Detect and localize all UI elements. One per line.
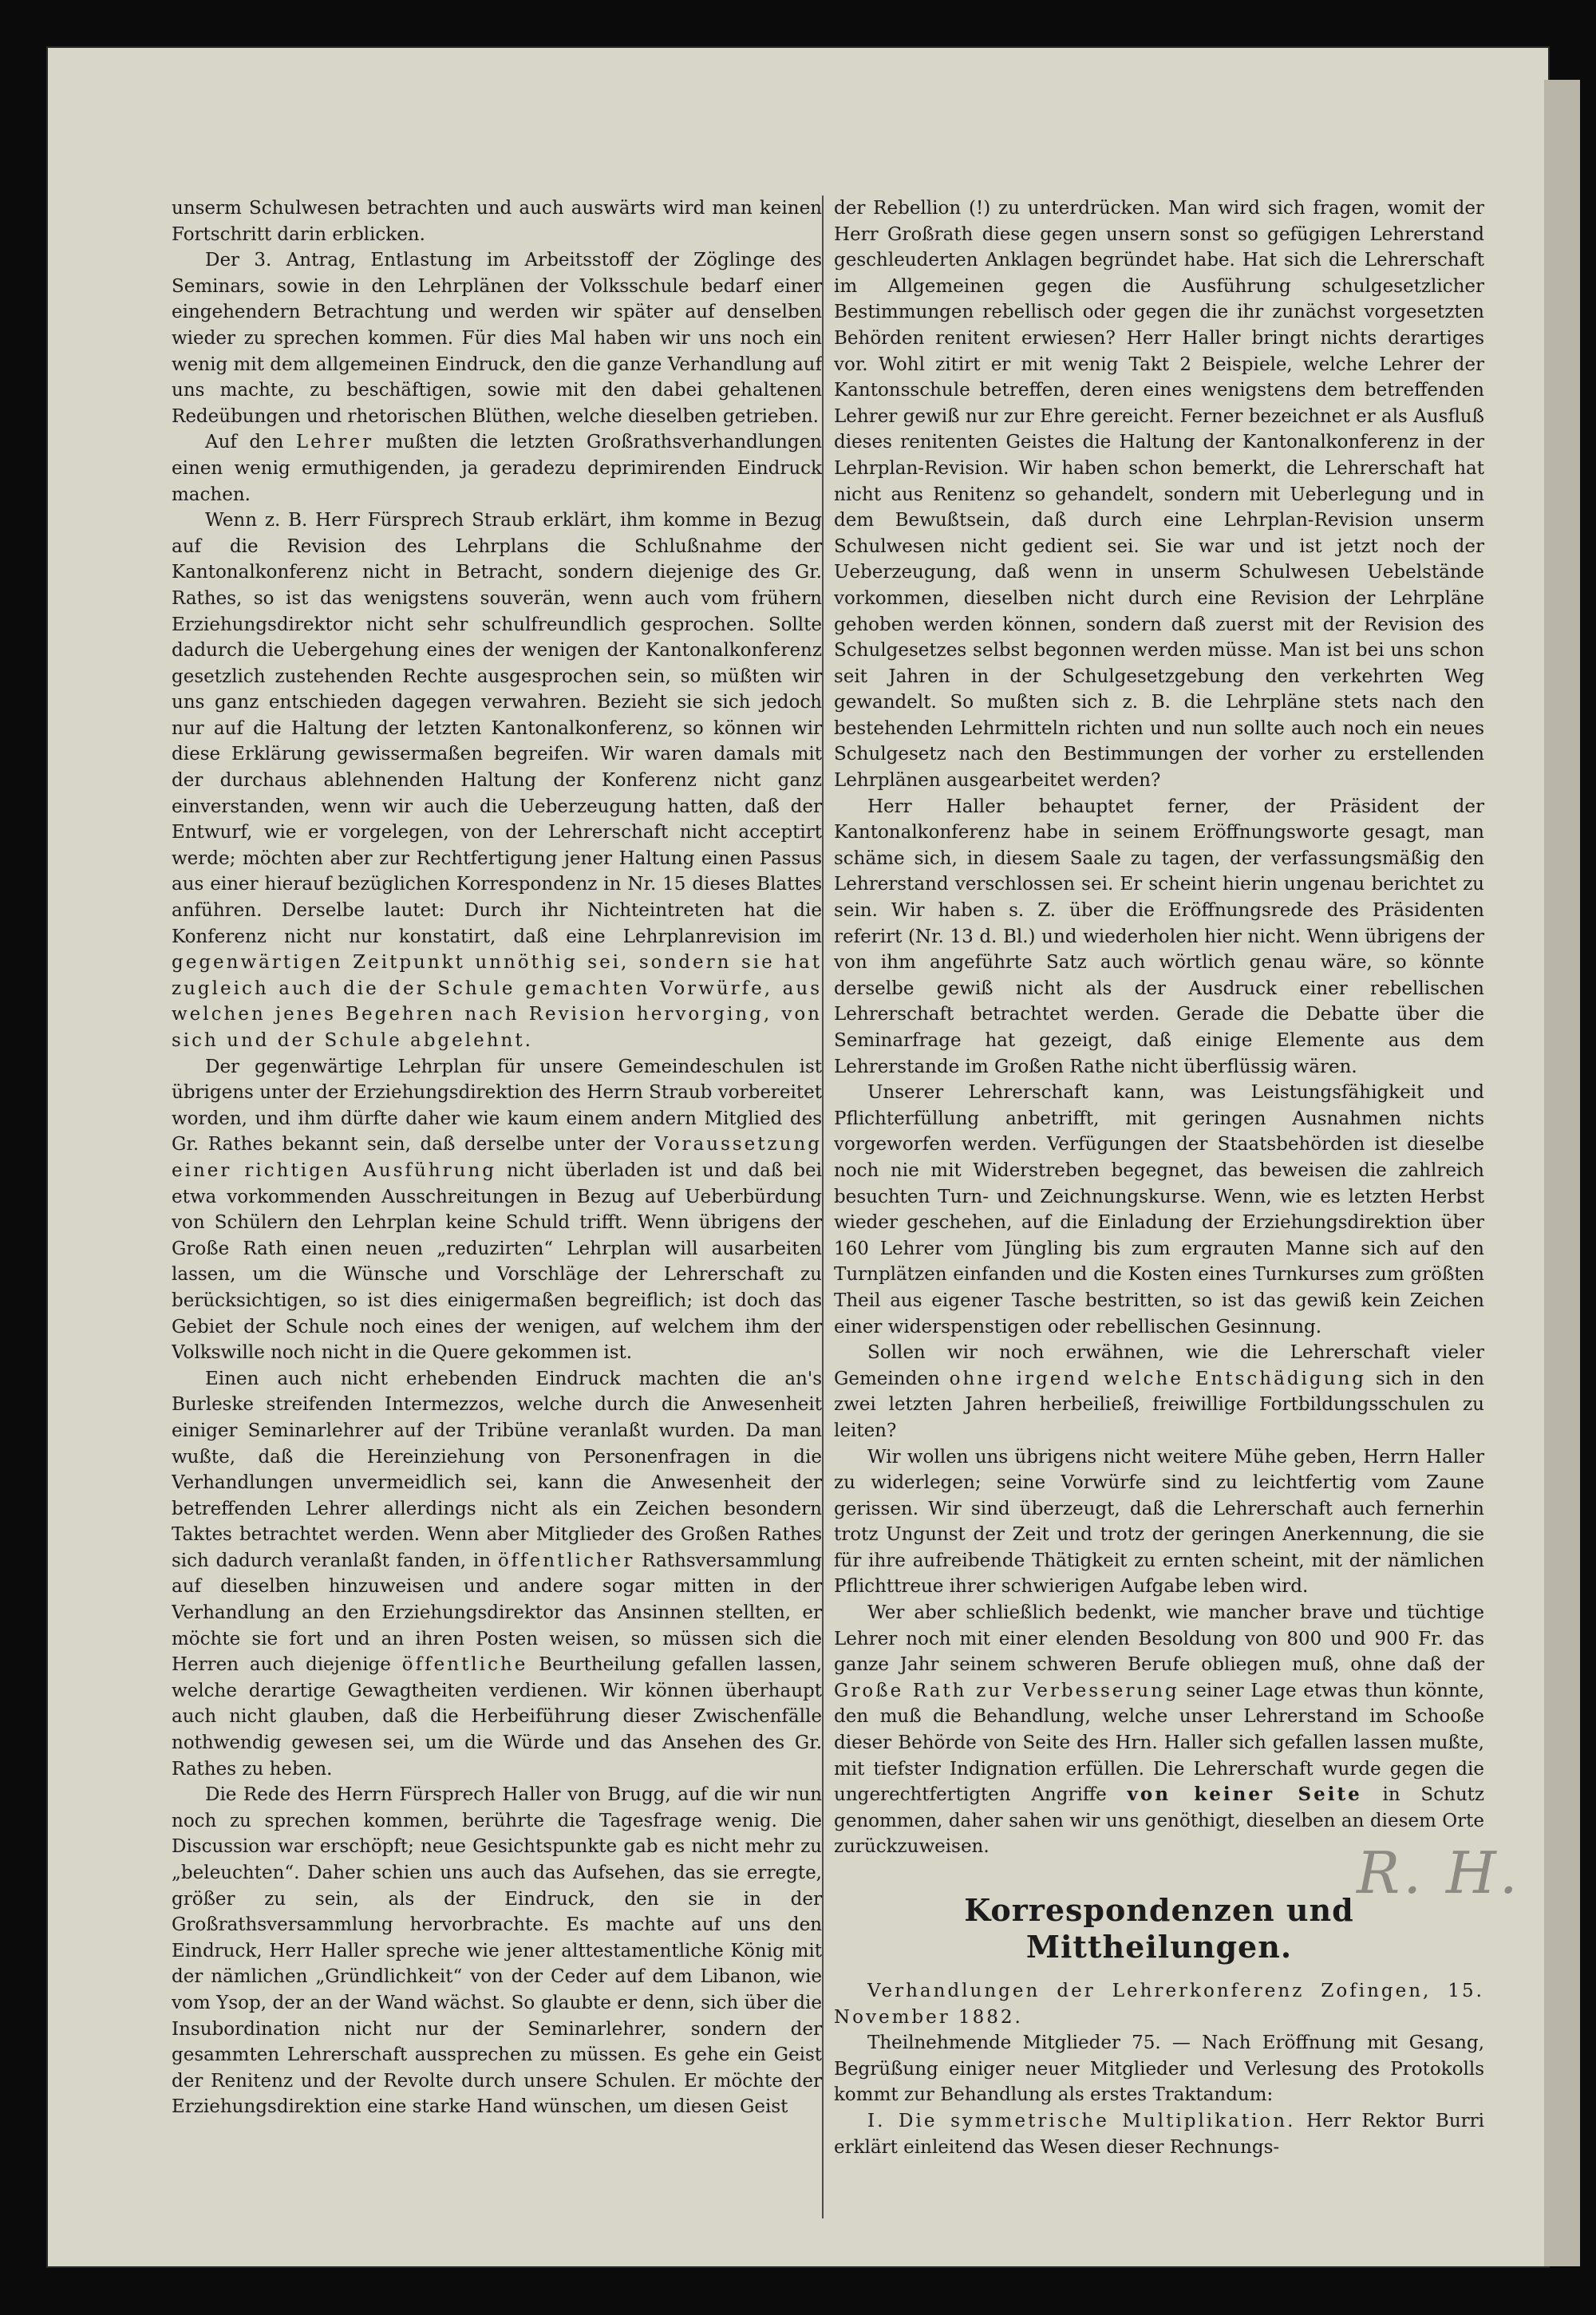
- paragraph: [172, 1054, 822, 1366]
- paragraph: [172, 429, 822, 508]
- handwritten-note: R. H.: [1357, 1839, 1521, 1906]
- text: nicht überladen ist und daß bei etwa vorkommenden Ausschreitungen in Bezug auf Ueberbürdung von Schülern den Lehrplan keine Schuld trifft. Wenn übrigens der Große Rath einen neuen „reduzirten“ Lehrplan will ausarbeiten lassen, um die Wünsche und Vorschläge der Lehrerschaft zu berücksichtigen, so ist dies einigermaßen begreiflich; ist doch das Gebiet der Schule noch eines der wenigen, auf welchem ihm der Volkswille noch nicht in die Quere gekommen ist.: [172, 1159, 822, 1364]
- section-heading: Korrespondenzen und Mittheilungen.: [964, 1892, 1354, 1965]
- text: Sollen wir noch erwähnen, wie die Lehrerschaft vieler Gemeinden: [834, 1342, 1484, 1389]
- text: Auf den: [205, 432, 296, 453]
- paragraph: Die Rede des Herrn Fürsprech Haller von Brugg, auf die wir nun noch zu sprechen kommen, berührte die Tagesfrage wenig. Die Discussion war erschöpft; neue Gesichtspunkte gab es nicht mehr zu „beleuchten“. Daher schien uns auch das Aufsehen, das sie erregte, größer zu sein, als der Eindruck, den sie in der Großrathsversammlung hervorbrachte. Es machte auf uns den Eindruck, Herr Haller spreche wie jener alttestamentliche König mit der nämlichen „Gründlichkeit“ von der Ceder auf dem Libanon, wie vom Ysop, der an der Wand wächst. So glaubte er denn, sich über die Insubordination nicht nur der Seminarlehrer, sondern der gesammten Lehrerschaft aussprechen zu müssen. Es gehe ein Geist der Renitenz und der Revolte durch unsere Schulen. Er möchte der Erziehungsdirektion eine starke Hand wünschen, um diesen Geist: [172, 1784, 822, 2118]
- page-fold: [1544, 80, 1580, 2266]
- emphasis-text: Voraussetzung einer richtigen Ausführung: [172, 1134, 822, 1181]
- right-column: [834, 196, 1484, 2222]
- paragraph: Unserer Lehrerschaft kann, was Leistungsfähigkeit und Pflichterfüllung anbetrifft, mit geringen Ausnahmen nichts vorgeworfen werden. Verfügungen der Staatsbehörden ist dieselbe noch nie mit Widerstreben begegnet, das beweisen die zahlreich besuchten Turn- und Zeichnungskurse. Wenn, wie es letzten Herbst wieder geschehen, auf die Einladung der Erziehungsdirektion über 160 Lehrer vom Jüngling bis zum ergrauten Manne sich auf den Turnplätzen einfanden und die Kosten eines Turnkurses zum größten Theil aus eigener Tasche bestritten, so ist das gewiß kein Zeichen einer widerspenstigen oder rebellischen Gesinnung.: [834, 1082, 1484, 1337]
- paragraph: [172, 508, 822, 1053]
- paragraph: Theilnehmende Mitglieder 75. — Nach Eröffnung mit Gesang, Begrüßung einiger neuer Mitglieder und Verlesung des Protokolls kommt zur Behandlung als erstes Traktandum:: [834, 2033, 1484, 2106]
- emphasis-text: gegenwärtigen Zeitpunkt unnöthig sei, sondern sie hat zugleich auch die der Schule gemachten Vorwürfe, aus welchen jenes Begehren nach Revision hervorging, von sich und der Schule abgelehnt.: [172, 952, 822, 1051]
- text: Wer aber schließlich bedenkt, wie mancher brave und tüchtige Lehrer noch mit einer elenden Besoldung von 800 und 900 Fr. das ganze Jahr seinem schweren Berufe obliegen muß, ohne daß der: [834, 1602, 1484, 1676]
- text: sich in den zwei letzten Jahren herbeiließ, freiwillige Fortbildungsschulen zu leiten?: [834, 1368, 1484, 1441]
- emphasis-text: öffentlicher: [497, 1550, 635, 1571]
- paragraph: der Rebellion (!) zu unterdrücken. Man wird sich fragen, womit der Herr Großrath diese gegen unsern sonst so gefügigen Lehrerstand geschleuderten Anklagen begründet habe. Hat sich die Lehrerschaft im Allgemeinen gegen die Ausführung schulgesetzlicher Bestimmungen rebellisch oder gegen die ihr zunächst vorgesetzten Behörden renitent erwiesen? Herr Haller bringt nichts derartiges vor. Wohl zitirt er mit wenig Takt 2 Beispiele, welche Lehrer der Kantonsschule betreffen, deren eines wenigstens dem betreffenden Lehrer gewiß nur zur Ehre gereicht. Ferner bezeichnet er als Ausfluß dieses renitenten Geistes die Haltung der Kantonalkonferenz in der Lehrplan-Revision. Wir haben schon bemerkt, die Lehrerschaft hat nicht aus Renitenz so gehandelt, sondern mit Ueberlegung und in dem Bewußtsein, daß durch eine Lehrplan-Revision unserm Schulwesen nicht gedient sei. Sie war und ist jetzt noch der Ueberzeugung, daß wenn in unserm Schulwesen Uebelstände vorkommen, dieselben nicht durch eine Revision der Lehrpläne gehoben werden können, sondern daß zuerst mit der Revision des Schulgesetzes selbst begonnen werden müsse. Man ist bei uns schon seit Jahren in der Schulgesetzgebung den verkehrten Weg gewandelt. So mußten sich z. B. die Lehrpläne stets nach den bestehenden Lehrmitteln richten und nun sollte auch noch ein neues Schulgesetz nach den Bestimmungen der vorher zu erstellenden Lehrplänen ausgearbeitet werden?: [834, 198, 1484, 792]
- text: Der gegenwärtige Lehrplan für unsere Gemeindeschulen ist übrigens unter der Erziehungsdirektion des Herrn Straub vorbereitet worden, und ihm dürfte daher wie kaum einem andern Mitglied des Gr. Rathes bekannt sein, daß derselbe unter der: [172, 1056, 822, 1156]
- emphasis-text: ohne irgend welche Entschädigung: [949, 1368, 1366, 1389]
- emphasis-text: Große Rath zur Verbesserung: [834, 1680, 1179, 1701]
- paragraph: Herr Haller behauptet ferner, der Präsident der Kantonalkonferenz habe in seinem Eröffnungsworte gesagt, man schäme sich, in diesem Saale zu tagen, der verfassungsmäßig den Lehrerstand verschlossen sei. Er scheint hierin ungenau berichtet zu sein. Wir haben s. Z. über die Eröffnungsrede des Präsidenten referirt (Nr. 13 d. Bl.) und wiederholen hier nicht. Wenn übrigens der von ihm angeführte Satz auch wörtlich genau wäre, so könnte derselbe gewiß nicht als der Ausdruck einer rebellischen Lehrerschaft betrachtet werden. Gerade die Debatte über die Seminarfrage hat gezeigt, daß einige Elemente aus dem Lehrerstande im Großen Rathe nicht überflüssig wären.: [834, 796, 1484, 1077]
- left-column: [172, 196, 822, 2222]
- text: in Schutz genommen, daher sahen wir uns genöthigt, dieselben an diesem Orte zurückzuweisen.: [834, 1784, 1484, 1858]
- text: Rathsversammlung auf dieselben hinzuweisen und andere sogar mitten in der Verhandlung an den Erziehungsdirektor das Ansinnen stellten, er möchte sie fort und an ihren Posten weisen, so müssen sich die Herren auch diejenige: [172, 1550, 822, 1676]
- column-rule: [822, 196, 824, 2218]
- text: Einen auch nicht erhebenden Eindruck machten die an's Burleske streifenden Intermezzos, welche durch die Anwesenheit einiger Seminarlehrer auf der Tribüne veranlaßt wurden. Da man wußte, daß die Hereinziehung von Personenfragen in die Verhandlungen unvermeidlich sei, kann die Anwesenheit der betreffenden Lehrer allerdings nicht als ein Zeichen besondern Taktes betrachtet werden. Wenn aber Mitglieder des Großen Rathes sich dadurch veranlaßt fanden, in: [172, 1368, 822, 1571]
- paragraph: [172, 1366, 822, 1783]
- emphasis-text: Lehrer: [295, 432, 374, 453]
- paragraph: Der 3. Antrag, Entlastung im Arbeitsstoff der Zöglinge des Seminars, sowie in den Lehrplänen der Volksschule bedarf einer eingehendern Betrachtung und werden wir später auf denselben wieder zu sprechen kommen. Für dies Mal haben wir uns noch ein wenig mit dem allgemeinen Eindruck, den die ganze Verhandlung auf uns machte, zu beschäftigen, sowie mit den dabei gehaltenen Redeübungen und rhetorischen Blüthen, welche dieselben getrieben.: [172, 250, 822, 427]
- meeting-title: Verhandlungen der Lehrerkonferenz Zofingen, 15. November 1882.: [834, 1981, 1484, 2028]
- text: Herr Rektor Burri erklärt einleitend das Wesen dieser Rechnungs-: [834, 2110, 1484, 2158]
- paragraph: [834, 1600, 1484, 1860]
- text: Beurtheilung gefallen lassen, welche derartige Gewagtheiten verdienen. Wir können überhaupt auch nicht glauben, daß die Herbeiführung dieser Zwischenfälle nothwendig gewesen sei, um die Würde und das Ansehen des Gr. Rathes zu heben.: [172, 1654, 822, 1780]
- text: Wenn z. B. Herr Fürsprech Straub erklärt, ihm komme in Bezug auf die Revision des Lehrplans die Schlußnahme der Kantonalkonferenz nicht in Betracht, sondern diejenige des Gr. Rathes, so ist das wenigstens souverän, wenn auch vom frühern Erziehungsdirektor nicht sehr schulfreundlich gesprochen. Sollte dadurch die Uebergehung eines der wenigen der Kantonalkonferenz gesetzlich zustehenden Rechte ausgesprochen sein, so müßten wir uns ganz entschieden dagegen verwahren. Bezieht sie sich jedoch nur auf die Haltung der letzten Kantonalkonferenz, so können wir diese Erklärung gewissermaßen begreifen. Wir waren damals mit der durchaus ablehnenden Haltung der Konferenz nicht ganz einverstanden, wenn wir auch die Ueberzeugung hatten, daß der Entwurf, wie er vorgelegen, von der Lehrerschaft nicht acceptirt werde; möchten aber zur Rechtfertigung jener Haltung einen Passus aus einer hierauf bezüglichen Korrespondenz in Nr. 15 dieses Blattes anführen. Derselbe lautet: Durch ihr Nichteintreten hat die Konferenz nicht nur konstatirt, daß eine Lehrplanrevision im: [172, 510, 822, 947]
- paragraph: [834, 2108, 1484, 2160]
- paragraph: [834, 1340, 1484, 1444]
- text: seiner Lage etwas thun könnte, den muß die Behandlung, welche unser Lehrerstand im Schooße dieser Behörde von Seite des Hrn. Haller sich gefallen lassen mußte, mit tiefster Indignation erfüllen. Die Lehrerschaft wurde gegen die ungerechtfertigten Angriffe: [834, 1680, 1484, 1806]
- paragraph: Wir wollen uns übrigens nicht weitere Mühe geben, Herrn Haller zu widerlegen; seine Vorwürfe sind zu leichtfertig vom Zaune gerissen. Wir sind überzeugt, daß die Lehrerschaft auch fernerhin trotz Ungunst der Zeit und trotz der geringen Anerkennung, die sie für ihre aufreibende Thätigkeit zu ernten scheint, mit der nämlichen Pflichttreue ihrer schwierigen Aufgabe leben wird.: [834, 1446, 1484, 1598]
- text: mußten die letzten Großrathsverhandlungen einen wenig ermuthigenden, ja geradezu deprimirenden Eindruck machen.: [172, 432, 822, 505]
- bold-emphasis-text: von keiner Seite: [1127, 1784, 1362, 1806]
- emphasis-text: I. Die symmetrische Multiplikation.: [867, 2110, 1296, 2131]
- paragraph: unserm Schulwesen betrachten und auch auswärts wird man keinen Fortschritt darin erblicken.: [172, 198, 822, 245]
- emphasis-text: öffentliche: [401, 1654, 528, 1676]
